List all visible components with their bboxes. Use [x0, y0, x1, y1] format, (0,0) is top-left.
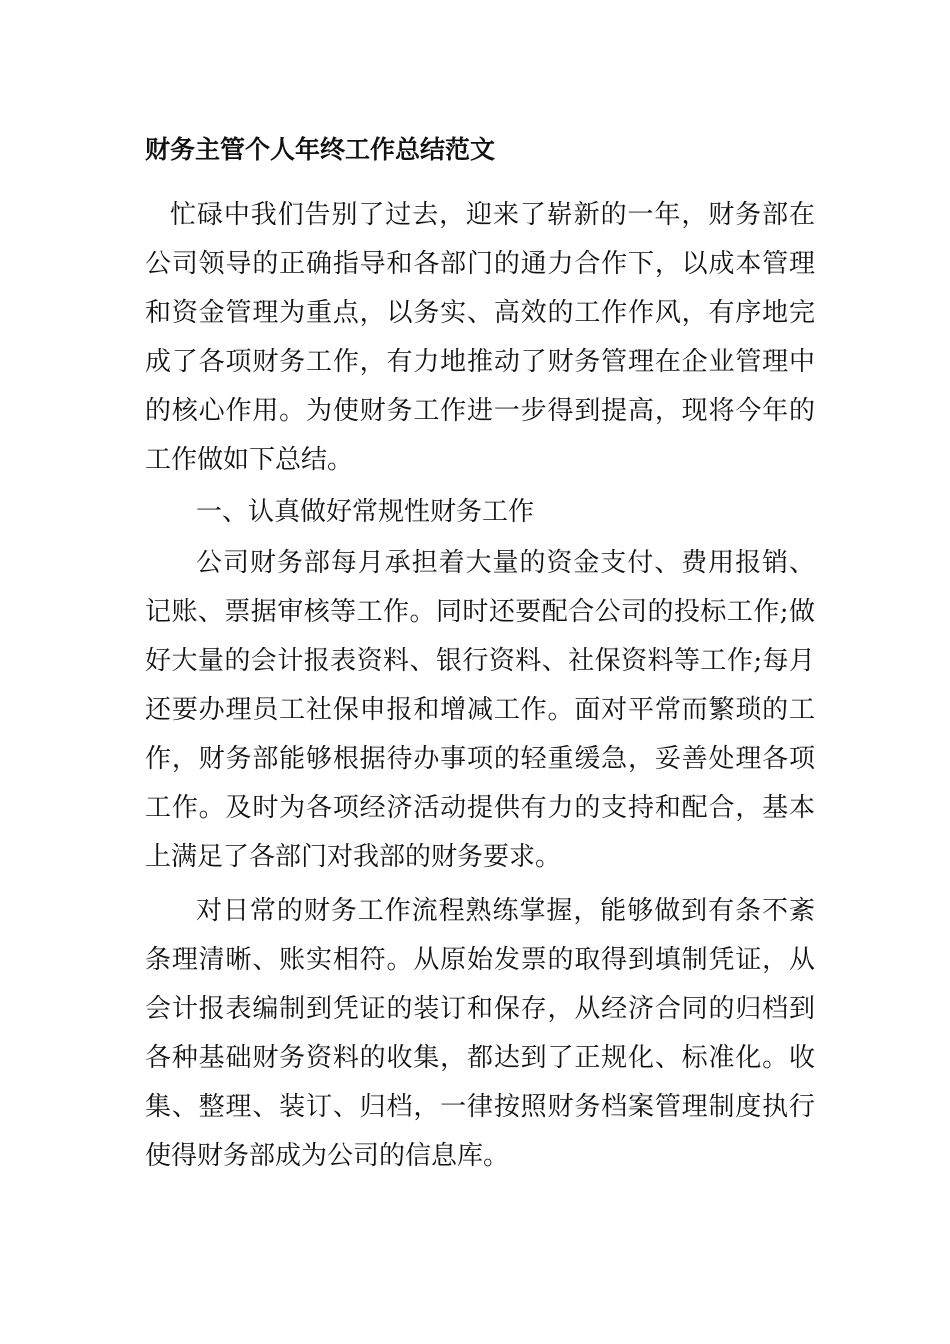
paragraph-1-line-5: 的核心作用。为使财务工作进一步得到提高，现将今年的	[145, 396, 815, 426]
paragraph-2-line-2: 记账、票据审核等工作。同时还要配合公司的投标工作;做	[145, 597, 815, 627]
paragraph-1-line-6: 工作做如下总结。	[145, 445, 354, 475]
paragraph-3-line-6: 使得财务部成为公司的信息库。	[145, 1141, 510, 1171]
paragraph-3-line-3: 会计报表编制到凭证的装订和保存，从经济合同的归档到	[145, 994, 815, 1024]
paragraph-2-line-6: 工作。及时为各项经济活动提供有力的支持和配合，基本	[145, 793, 815, 823]
document-title: 财务主管个人年终工作总结范文	[145, 135, 496, 164]
section-heading-1: 一、认真做好常规性财务工作	[196, 497, 535, 527]
paragraph-3-line-2: 条理清晰、账实相符。从原始发票的取得到填制凭证，从	[145, 945, 815, 975]
paragraph-1-line-3: 和资金管理为重点，以务实、高效的工作作风，有序地完	[145, 298, 815, 328]
paragraph-2-line-1: 公司财务部每月承担着大量的资金支付、费用报销、	[196, 548, 815, 578]
paragraph-3-line-4: 各种基础财务资料的收集，都达到了正规化、标准化。收	[145, 1043, 815, 1073]
paragraph-1-line-2: 公司领导的正确指导和各部门的通力合作下，以成本管理	[145, 249, 815, 279]
paragraph-2-line-7: 上满足了各部门对我部的财务要求。	[145, 842, 562, 872]
paragraph-3-line-5: 集、整理、装订、归档，一律按照财务档案管理制度执行	[145, 1092, 815, 1122]
paragraph-1-line-1: 忙碌中我们告别了过去，迎来了崭新的一年，财务部在	[170, 200, 815, 230]
paragraph-1-line-4: 成了各项财务工作，有力地推动了财务管理在企业管理中	[145, 347, 815, 377]
paragraph-2-line-5: 作，财务部能够根据待办事项的轻重缓急，妥善处理各项	[145, 744, 815, 774]
paragraph-2-line-4: 还要办理员工社保申报和增减工作。面对平常而繁琐的工	[145, 695, 815, 725]
paragraph-3-line-1: 对日常的财务工作流程熟练掌握，能够做到有条不紊	[196, 896, 815, 926]
paragraph-2-line-3: 好大量的会计报表资料、银行资料、社保资料等工作;每月	[145, 646, 815, 676]
